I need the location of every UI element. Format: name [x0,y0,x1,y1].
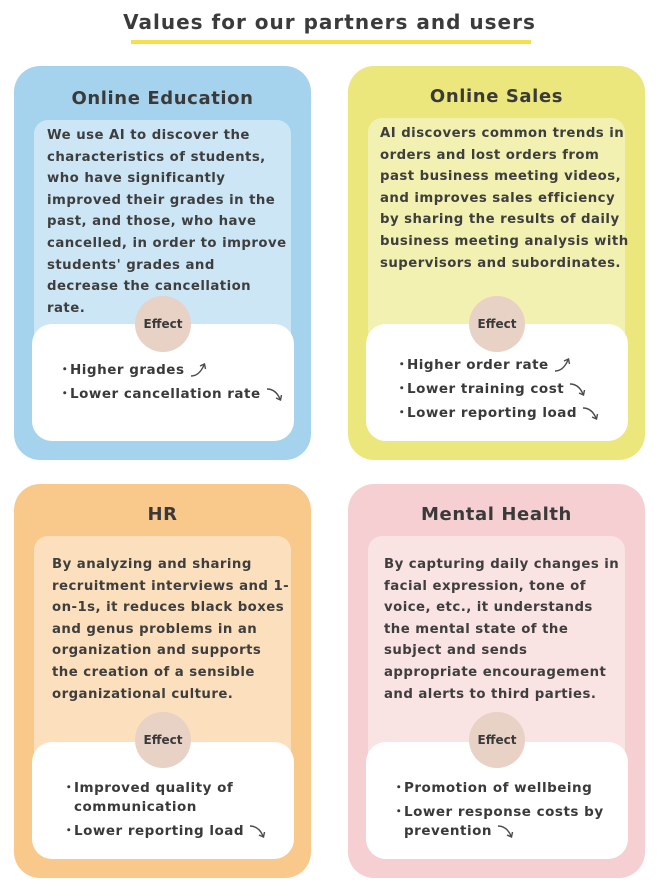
list-item: ・Lower training cost [395,380,601,399]
card-title: Online Education [71,88,254,109]
card-description: We use AI to discover the characteristics of students, who have significantly improved their grades in the past, and those, who have cancelled, in order to improve students' grades and decrease the cancellation rate. [47,128,287,316]
card-description: By analyzing and sharing recruitment interviews and 1-on-1s, it reduces black boxes and genus problems in an organization and supports the creation of a sensible organizational culture. [52,557,290,702]
list-item: ・Lower reporting load [62,822,268,841]
effect-list [392,779,604,841]
page-title: Values for our partners and users [123,10,536,34]
list-item: ・Lower response costs by prevention [392,804,604,839]
effect-list [62,779,268,841]
effect-list [58,361,285,404]
effect-list [395,356,601,423]
effect-badge: Effect [469,712,525,768]
trend-down-icon [265,386,285,402]
effect-badge: Effect [135,296,191,352]
effect-badge: Effect [135,712,191,768]
trend-down-icon [496,823,516,839]
trend-up-icon [189,362,209,378]
list-item: ・Improved quality of communication [62,780,234,815]
card-description: AI discovers common trends in orders and lost orders from past business meeting videos, and improves sales efficiency by sharing the results of daily business meeting analysis with supervisors and subordinates. [380,126,629,271]
card-title: HR [147,504,178,525]
card-description: By capturing daily changes in facial expression, tone of voice, etc., it understands the mental state of the subject and sends appropriate encouragement and alerts to third parties. [384,557,620,702]
trend-down-icon [248,823,268,839]
card-mental-health [348,484,645,878]
trend-up-icon [553,357,573,373]
card-hr [14,484,311,878]
list-item: ・Promotion of wellbeing [392,780,593,796]
title-underline [131,40,531,44]
list-item: ・Higher order rate [395,356,601,375]
trend-down-icon [568,381,588,397]
card-online-education [14,66,311,460]
trend-down-icon [581,405,601,421]
card-title: Online Sales [429,86,564,107]
card-online-sales [348,66,645,460]
effect-badge: Effect [469,296,525,352]
list-item: ・Higher grades [58,361,285,380]
card-title: Mental Health [421,504,572,525]
list-item: ・Lower reporting load [395,404,601,423]
list-item: ・Lower cancellation rate [58,385,285,404]
